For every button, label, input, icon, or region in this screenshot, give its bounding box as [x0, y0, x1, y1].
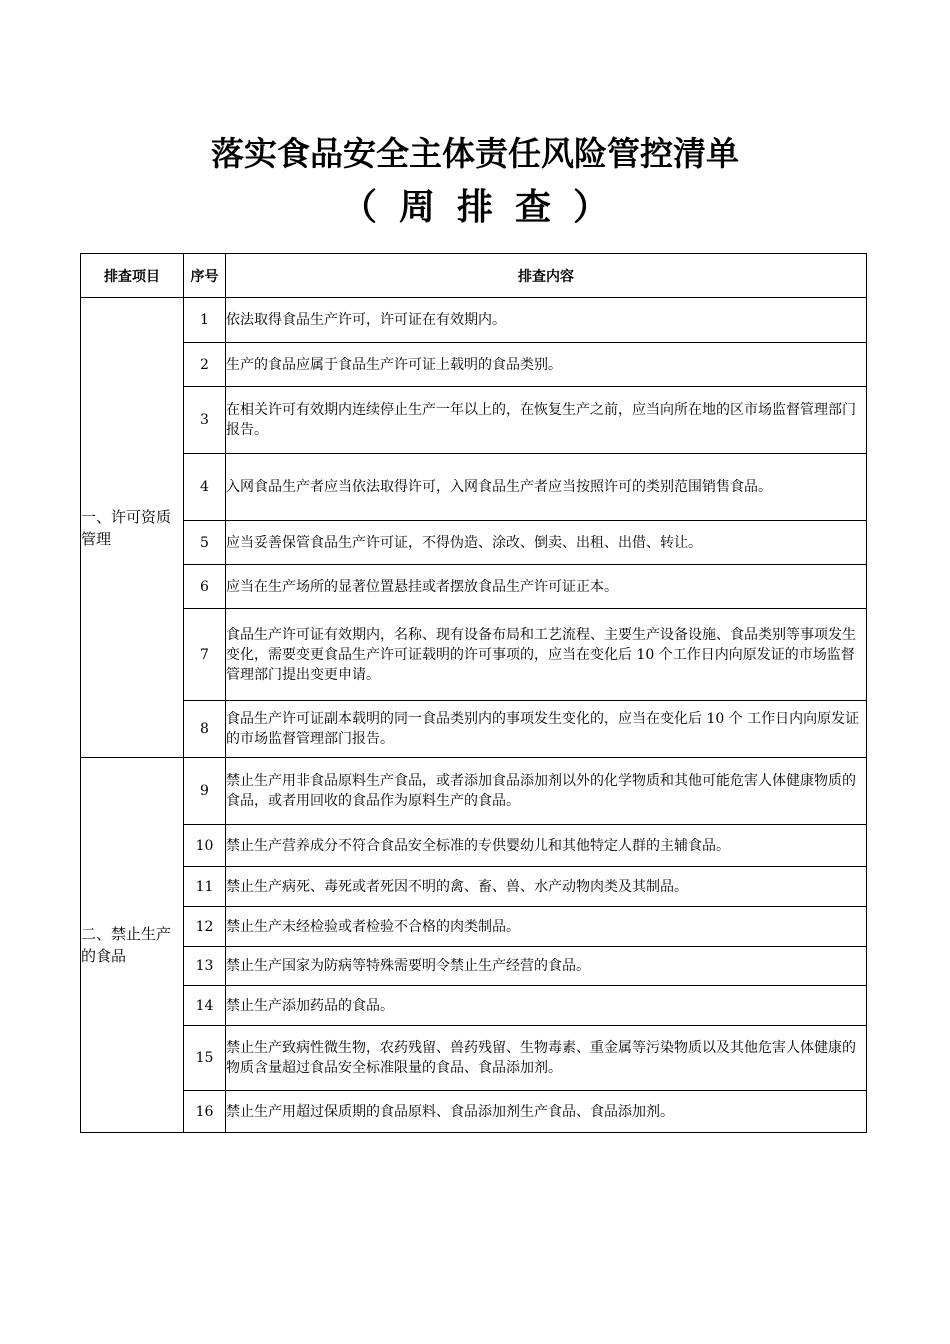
row-content: 入网食品生产者应当依法取得许可，入网食品生产者应当按照许可的类别范围销售食品。	[226, 454, 867, 521]
row-number: 4	[184, 454, 226, 521]
category-cell: 一、许可资质管理	[81, 298, 184, 758]
table-row	[81, 454, 867, 521]
table-row	[81, 1026, 867, 1091]
row-number: 9	[184, 758, 226, 825]
row-content: 食品生产许可证副本载明的同一食品类别内的事项发生变化的，应当在变化后 10 个 工作日内向原发证的市场监督管理部门报告。	[226, 701, 867, 758]
row-content: 禁止生产国家为防病等特殊需要明令禁止生产经营的食品。	[226, 947, 867, 986]
table-row	[81, 565, 867, 609]
table-row	[81, 825, 867, 867]
row-number: 15	[184, 1026, 226, 1091]
row-number: 1	[184, 298, 226, 343]
table-row	[81, 758, 867, 825]
table-row	[81, 947, 867, 986]
row-content: 生产的食品应属于食品生产许可证上载明的食品类别。	[226, 343, 867, 387]
row-number: 10	[184, 825, 226, 867]
row-number: 16	[184, 1091, 226, 1133]
row-number: 14	[184, 986, 226, 1026]
table-header-row	[81, 254, 867, 298]
checklist-table	[80, 253, 867, 1133]
header-no: 序号	[184, 254, 226, 298]
header-content: 排查内容	[226, 254, 867, 298]
table-row	[81, 609, 867, 701]
row-number: 5	[184, 521, 226, 565]
row-content: 禁止生产病死、毒死或者死因不明的禽、畜、兽、水产动物肉类及其制品。	[226, 867, 867, 907]
row-content: 禁止生产添加药品的食品。	[226, 986, 867, 1026]
document-title: 落实食品安全主体责任风险管控清单	[211, 134, 739, 173]
row-number: 7	[184, 609, 226, 701]
row-content: 应当妥善保管食品生产许可证，不得伪造、涂改、倒卖、出租、出借、转让。	[226, 521, 867, 565]
table-row	[81, 387, 867, 454]
table-row	[81, 298, 867, 343]
row-content: 禁止生产致病性微生物，农药残留、兽药残留、生物毒素、重金属等污染物质以及其他危害人体健康的物质含量超过食品安全标准限量的食品、食品添加剂。	[226, 1026, 867, 1091]
table-row	[81, 867, 867, 907]
header-item: 排查项目	[81, 254, 184, 298]
row-number: 12	[184, 907, 226, 947]
table-row	[81, 343, 867, 387]
row-content: 依法取得食品生产许可，许可证在有效期内。	[226, 298, 867, 343]
row-content: 食品生产许可证有效期内，名称、现有设备布局和工艺流程、主要生产设备设施、食品类别等事项发生变化，需要变更食品生产许可证载明的许可事项的，应当在变化后 10 个工作日内向原发证的市场监督管理部门提出变更申请。	[226, 609, 867, 701]
row-number: 3	[184, 387, 226, 454]
row-number: 6	[184, 565, 226, 609]
row-content: 禁止生产用非食品原料生产食品，或者添加食品添加剂以外的化学物质和其他可能危害人体健康物质的食品，或者用回收的食品作为原料生产的食品。	[226, 758, 867, 825]
row-content: 应当在生产场所的显著位置悬挂或者摆放食品生产许可证正本。	[226, 565, 867, 609]
row-number: 8	[184, 701, 226, 758]
row-number: 11	[184, 867, 226, 907]
row-content: 在相关许可有效期内连续停止生产一年以上的，在恢复生产之前，应当向所在地的区市场监督管理部门报告。	[226, 387, 867, 454]
category-cell: 二、禁止生产的食品	[81, 758, 184, 1133]
document-subtitle: （周排查）	[340, 187, 631, 228]
row-number: 13	[184, 947, 226, 986]
table-row	[81, 1091, 867, 1133]
table-row	[81, 986, 867, 1026]
row-content: 禁止生产营养成分不符合食品安全标准的专供婴幼儿和其他特定人群的主辅食品。	[226, 825, 867, 867]
row-content: 禁止生产用超过保质期的食品原料、食品添加剂生产食品、食品添加剂。	[226, 1091, 867, 1133]
table-row	[81, 521, 867, 565]
table-row	[81, 701, 867, 758]
row-number: 2	[184, 343, 226, 387]
row-content: 禁止生产未经检验或者检验不合格的肉类制品。	[226, 907, 867, 947]
table-row	[81, 907, 867, 947]
